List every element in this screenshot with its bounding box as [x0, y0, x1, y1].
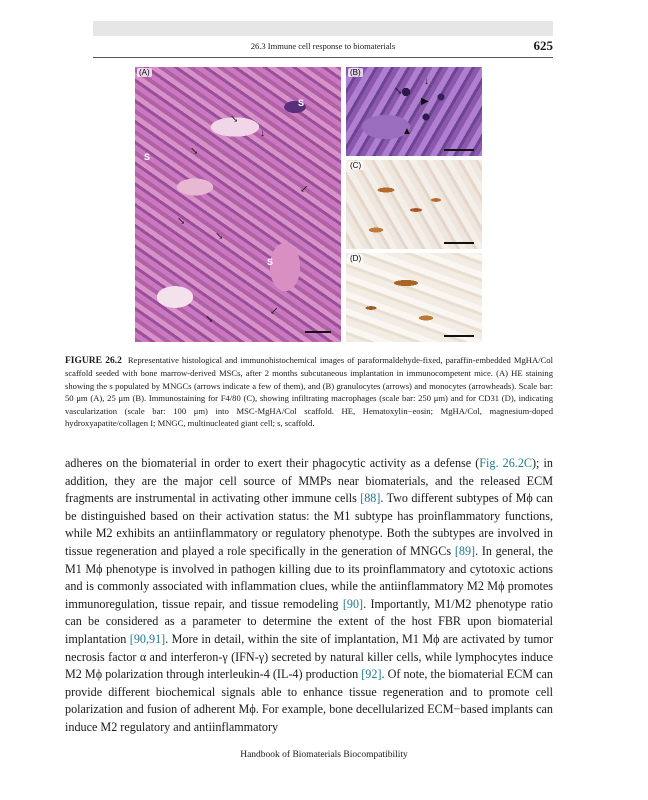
scale-bar — [305, 331, 331, 333]
arrow-icon: ↘ — [190, 146, 199, 157]
text-run: adheres on the biomaterial in order to exert their phagocytic activity as a defense ( — [65, 456, 480, 470]
figure-divider — [93, 57, 553, 58]
text-run: . Importantly, M1/M2 phenotype ratio can be considered as a parameter to determine the extent of the host FBR upon biomaterial implantation — [65, 596, 553, 646]
header-band — [93, 21, 553, 36]
arrowhead-icon: ▲ — [402, 126, 412, 137]
arrow-icon: ↘ — [230, 114, 239, 125]
arrowhead-icon: ▶ — [421, 96, 429, 107]
citation-link[interactable]: [92] — [361, 667, 382, 682]
arrow-icon: ↘ — [177, 216, 186, 227]
citation-link[interactable]: [90,91] — [129, 631, 166, 646]
text-run: ); in addition, they are the major cell source of MMPs near biomaterials, and the released ECM fragments are instrumental in activating other immune cells — [65, 456, 553, 506]
figure-panel-b-he-stain — [346, 67, 482, 156]
caption-text: Representative histological and immunohistochemical images of paraformaldehyde-fixed, paraffin-embedded MgHA/Col scaffold seeded with bone marrow-derived MSCs, after 2 months subcutaneous implantation in immunocompetent mice. (A) HE staining showing the s populated by MNGCs (arrows indicate a few of them), and (B) granulocytes (arrows) and monocytes (arrowheads). Scale bar: 50 μm (A), 25 μm (B). Immunostaining for F4/80 (C), showing infiltrating macrophages (scale bar: 250 μm) and for CD31 (D), indicating vascularization (scale bar: 100 μm) into MSC-MgHA/Col scaffold. HE, Hematoxylin−eosin; MgHA/Col, magnesium-doped hydroxyapatite/collagen I; MNGC, multinucleated giant cell; s, scaffold. — [65, 355, 553, 429]
body-paragraph — [65, 455, 553, 737]
figure-caption — [65, 354, 553, 429]
page-footer: Handbook of Biomaterials Biocompatibility — [240, 750, 408, 760]
scale-bar — [444, 242, 474, 244]
scaffold-mark: S — [298, 98, 305, 108]
arrow-icon: ↙ — [270, 306, 279, 317]
running-title: 26.3 Immune cell response to biomaterials — [250, 41, 396, 51]
panel-label: (A) — [139, 68, 150, 77]
arrow-icon: ↙ — [300, 184, 309, 195]
scale-bar — [444, 335, 474, 337]
scaffold-mark: S — [267, 257, 274, 267]
arrow-icon: ↘ — [215, 231, 224, 242]
scale-bar — [444, 149, 474, 151]
panel-label: (B) — [350, 68, 361, 77]
page-number: 625 — [533, 38, 553, 53]
arrow-icon: ↘ — [394, 86, 403, 97]
text-run: . Of note, the biomaterial ECM can provide different biochemical signals able to enhance tissue regeneration and to promote cell polarization and fusion of adherent Mϕ. For example, bone decellularized ECM−based implants can induce M2 regulatory and antiinflammatory — [65, 667, 553, 734]
text-run: . Two different subtypes of Mϕ can be distinguished based on their activation status: the M1 subtype has proinflammatory functions, while M2 exhibits an antiinflammatory or regulatory phenotype. Both the subtypes are involved in tissue regeneration and played a role specifically in the generation of MNGCs — [65, 491, 553, 558]
figure-panel-a-he-stain — [135, 67, 341, 342]
panel-label: (D) — [350, 254, 362, 263]
text-run: . More in detail, within the site of implantation, M1 Mϕ are activated by tumor necrosis factor α and interferon-γ (IFN-γ) secreted by natural killer cells, while lymphocytes induce M2 Mϕ polarization through interleukin-4 (IL-4) production — [65, 631, 553, 682]
figure-panel-d-cd31-stain — [346, 253, 482, 342]
figure-panel-c-f480-stain — [346, 160, 482, 249]
figure-label: FIGURE 26.2 — [65, 356, 122, 366]
citation-link[interactable]: [89] — [454, 543, 476, 558]
arrow-icon: ↓ — [424, 76, 429, 87]
arrow-icon: ↓ — [260, 128, 265, 139]
panel-label: (C) — [350, 161, 362, 170]
text-run: . In general, the M1 Mϕ phenotype is involved in pathogen killing due to its proinflammatory and cytotoxic actions and is commonly associated with inflammation clues, while the antiinflammatory M2 Mϕ promotes immunoregulation, tissue repair, and tissue remodeling — [65, 543, 553, 611]
scaffold-mark: S — [144, 152, 151, 162]
figure-reference-link[interactable]: Fig. 26.2C — [479, 456, 532, 470]
running-head — [93, 39, 553, 55]
arrow-icon: ↘ — [205, 314, 214, 325]
citation-link[interactable]: [88] — [360, 491, 381, 506]
citation-link[interactable]: [90] — [342, 596, 364, 611]
